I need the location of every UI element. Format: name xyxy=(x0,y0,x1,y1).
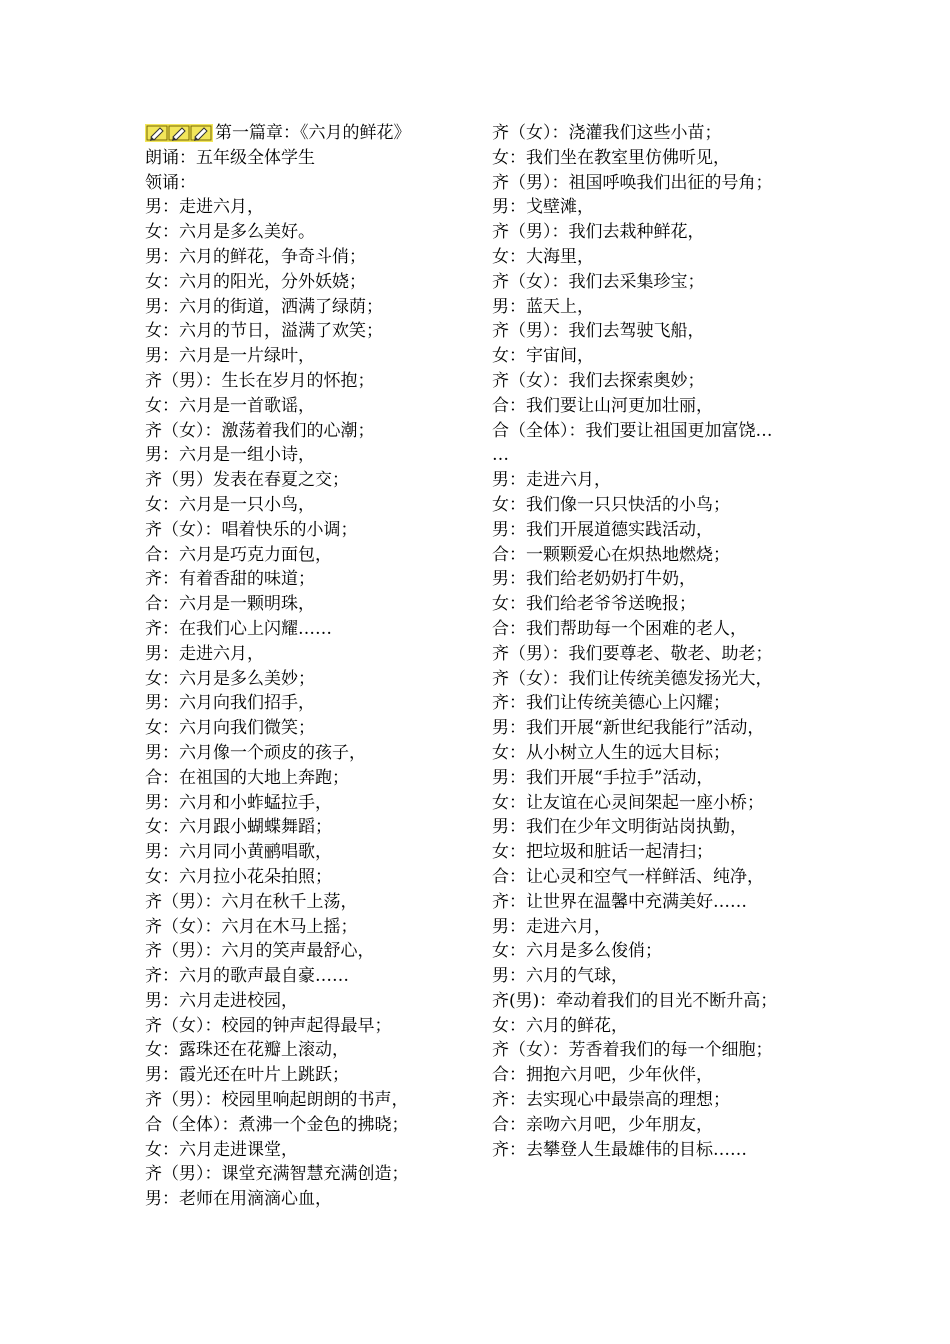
text-line: 齐（男）：我们去驾驶飞船， xyxy=(492,321,705,342)
text-line: 男：我们开展道德实践活动， xyxy=(492,519,713,540)
text-line: 齐（男）发表在春夏之交； xyxy=(145,470,349,491)
text-line: 男：走进六月， xyxy=(492,916,611,937)
text-line: 女：六月的阳光，分外妖娆； xyxy=(145,271,366,292)
text-line: 齐：我们让传统美德心上闪耀； xyxy=(492,693,730,714)
right-text-column xyxy=(492,121,812,1162)
text-line: 齐：在我们心上闪耀…… xyxy=(145,618,332,639)
text-line: 男：六月的鲜花，争奇斗俏； xyxy=(145,246,366,267)
text-line: 齐：有着香甜的味道； xyxy=(145,569,315,590)
text-line: 合：六月是一颗明珠， xyxy=(145,594,315,615)
text-line: 合：六月是巧克力面包， xyxy=(145,544,332,565)
text-line: 男：戈壁滩， xyxy=(492,197,594,218)
text-line: 女：六月拉小花朵拍照； xyxy=(145,866,332,887)
text-line: 齐（女）：唱着快乐的小调； xyxy=(145,519,358,540)
text-line: 男：六月是一组小诗， xyxy=(145,445,315,466)
pencil-icon xyxy=(168,125,190,141)
text-line: 朗诵：五年级全体学生 xyxy=(145,147,315,168)
text-line: 女：六月向我们微笑； xyxy=(145,718,315,739)
text-line: 齐（女）：激荡着我们的心潮； xyxy=(145,420,375,441)
pencil-icon xyxy=(146,125,168,141)
text-line: 齐：去攀登人生最雄伟的目标…… xyxy=(492,1139,747,1160)
text-line: 齐（男）：六月在秋千上荡， xyxy=(145,891,358,912)
text-line: 合：让心灵和空气一样鲜活、纯净， xyxy=(492,866,764,887)
text-line: 齐（男）：校园里响起朗朗的书声， xyxy=(145,1090,409,1111)
text-line: 女：我们给老爷爷送晚报； xyxy=(492,594,696,615)
text-line: 合：拥抱六月吧，少年伙伴， xyxy=(492,1065,713,1086)
text-line: 齐：六月的歌声最自豪…… xyxy=(145,966,349,987)
text-line: 女：把垃圾和脏话一起清扫； xyxy=(492,842,713,863)
text-line: 齐（男）：六月的笑声最舒心， xyxy=(145,941,375,962)
text-line: 齐（女）：我们让传统美德发扬光大， xyxy=(492,668,773,689)
text-line: 女：六月的鲜花， xyxy=(492,1015,628,1036)
text-line: 男：六月同小黄鹂唱歌， xyxy=(145,842,332,863)
title-icon-group xyxy=(145,124,213,142)
text-line: 男：老师在用滴滴心血， xyxy=(145,1189,332,1210)
text-line: 男：我们给老奶奶打牛奶， xyxy=(492,569,696,590)
text-line: 男：我们开展“手拉手”活动， xyxy=(492,767,714,788)
text-line: 合（全体）：我们要让祖国更加富饶… xyxy=(492,420,773,441)
text-line: 合（全体）：煮沸一个金色的拂晓； xyxy=(145,1114,409,1135)
text-line: 齐：让世界在温馨中充满美好…… xyxy=(492,891,747,912)
text-line: 男：霞光还在叶片上跳跃； xyxy=(145,1065,349,1086)
text-line: 男：走进六月， xyxy=(492,470,611,491)
text-line: 齐（男）：祖国呼唤我们出征的号角； xyxy=(492,172,773,193)
text-line: 齐（女）：浇灌我们这些小苗； xyxy=(492,123,722,143)
pencil-icon xyxy=(190,125,212,141)
text-line: 合：在祖国的大地上奔跑； xyxy=(145,767,349,788)
text-line: 女：露珠还在花瓣上滚动， xyxy=(145,1040,349,1061)
text-line: 女：大海里， xyxy=(492,246,594,267)
text-line: 合：我们帮助每一个困难的老人， xyxy=(492,618,747,639)
text-line: 合：我们要让山河更加壮丽， xyxy=(492,395,713,416)
text-line: 男：六月像一个顽皮的孩子， xyxy=(145,742,366,763)
text-line: 齐（女）：六月在木马上摇； xyxy=(145,916,358,937)
text-line: 女：六月是一只小鸟， xyxy=(145,494,315,515)
text-line: 男：走进六月， xyxy=(145,197,264,218)
text-line: 女：六月是多么美好。 xyxy=(145,222,315,243)
text-line: 女：宇宙间， xyxy=(492,346,594,367)
chapter-title-text: 第一篇章：《六月的鲜花》 xyxy=(215,123,411,143)
text-line: 女：从小树立人生的远大目标； xyxy=(492,742,730,763)
text-line: 女：我们坐在教室里仿佛听见， xyxy=(492,147,730,168)
text-line: 女：我们像一只只快活的小鸟； xyxy=(492,494,730,515)
text-line: 齐：去实现心中最崇高的理想； xyxy=(492,1090,730,1111)
text-line: 齐（男）：我们去栽种鲜花， xyxy=(492,222,705,243)
text-line: 男：走进六月， xyxy=(145,643,264,664)
left-text-column xyxy=(145,121,480,1212)
text-line: 男：蓝天上， xyxy=(492,296,594,317)
text-line: 齐（女）：我们去采集珍宝； xyxy=(492,271,705,292)
text-line: 齐（女）：芳香着我们的每一个细胞； xyxy=(492,1040,773,1061)
text-line: 女：六月是多么俊俏； xyxy=(492,941,662,962)
text-line: 齐（男）：我们要尊老、敬老、助老； xyxy=(492,643,773,664)
text-line: 女：六月是多么美妙； xyxy=(145,668,315,689)
text-line: 男：六月是一片绿叶， xyxy=(145,346,315,367)
text-line: … xyxy=(492,445,509,466)
text-line: 男：六月的气球， xyxy=(492,966,628,987)
text-line: 女：六月是一首歌谣， xyxy=(145,395,315,416)
right-lines xyxy=(492,121,812,1162)
text-line: 齐（女）：我们去探索奥妙； xyxy=(492,370,705,391)
text-line: 男：六月走进校园， xyxy=(145,990,298,1011)
text-line: 女：六月跟小蝴蝶舞蹈； xyxy=(145,817,332,838)
text-line: 合：一颗颗爱心在炽热地燃烧； xyxy=(492,544,730,565)
text-line: 男：我们在少年文明街站岗执勤， xyxy=(492,817,747,838)
text-line: 齐（男）：生长在岁月的怀抱； xyxy=(145,370,375,391)
text-line: 合：亲吻六月吧，少年朋友， xyxy=(492,1114,713,1135)
text-line: 齐（男）：课堂充满智慧充满创造； xyxy=(145,1164,409,1185)
text-line: 齐(男)：牵动着我们的目光不断升高； xyxy=(492,990,778,1011)
text-line: 女：让友谊在心灵间架起一座小桥； xyxy=(492,792,764,813)
left-lines xyxy=(145,146,480,1212)
text-line: 男：我们开展“新世纪我能行”活动， xyxy=(492,718,765,739)
chapter-title xyxy=(145,121,480,146)
text-line: 男：六月向我们招手， xyxy=(145,693,315,714)
text-line: 男：六月和小蚱蜢拉手， xyxy=(145,792,332,813)
text-line: 齐（女）：校园的钟声起得最早； xyxy=(145,1015,392,1036)
text-line: 女：六月的节日，溢满了欢笑； xyxy=(145,321,383,342)
text-line: 女：六月走进课堂， xyxy=(145,1139,298,1160)
text-line: 男：六月的街道，洒满了绿荫； xyxy=(145,296,383,317)
text-line: 领诵： xyxy=(145,172,196,193)
